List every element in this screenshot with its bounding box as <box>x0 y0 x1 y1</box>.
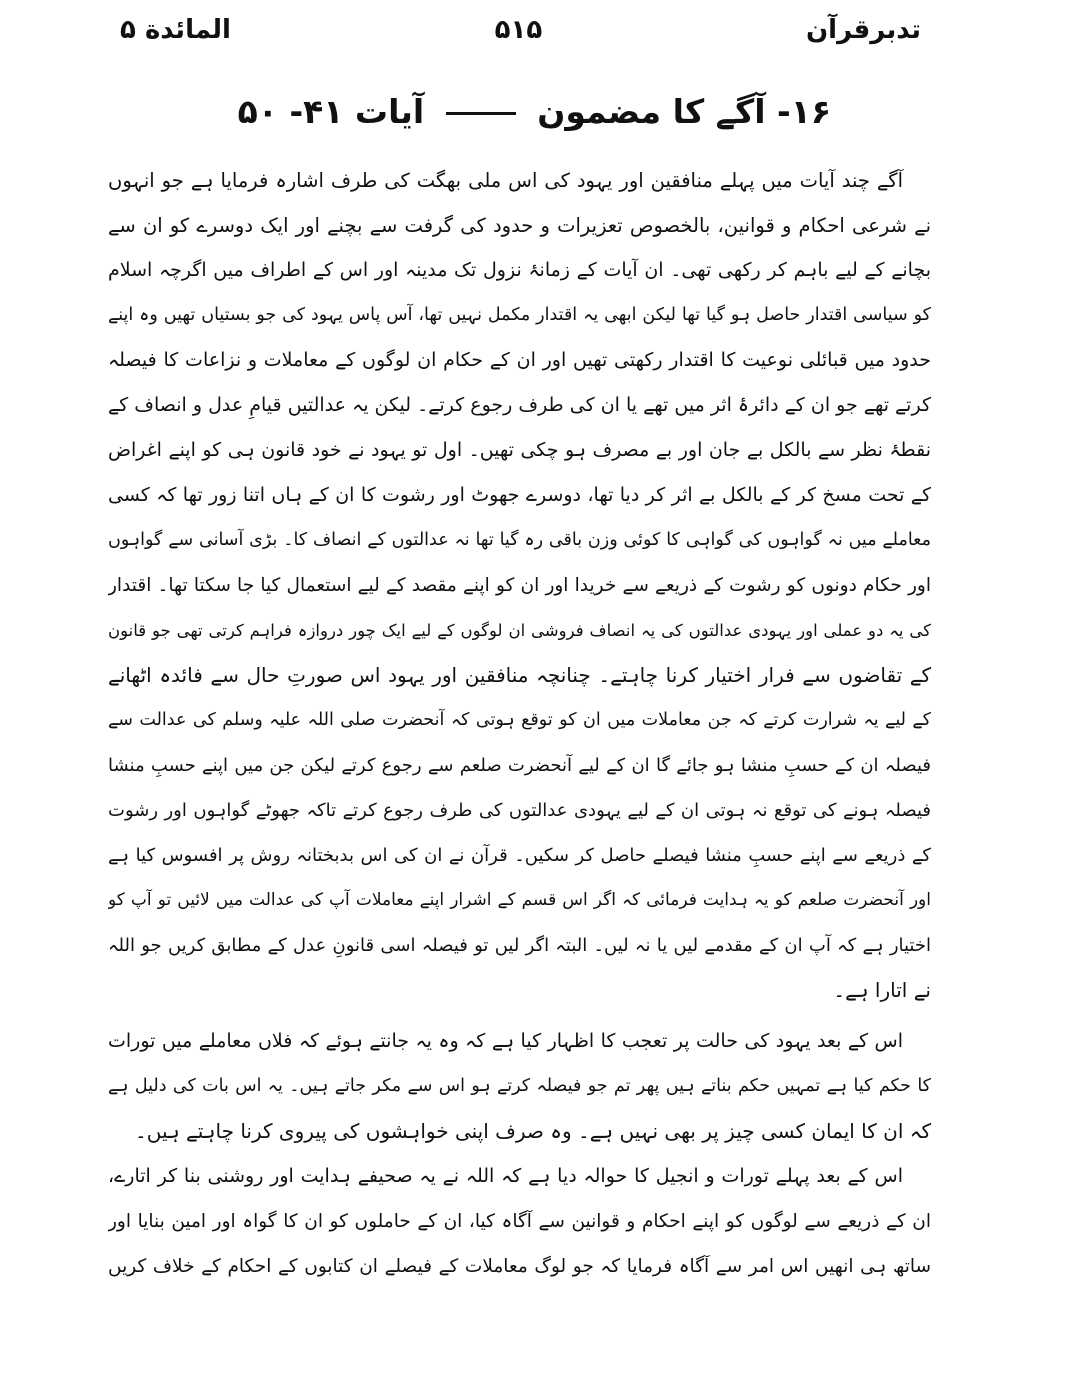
text-line: کے تحت مسخ کر کے بالکل بے اثر کر دیا تھا، دوسرے جھوٹ اور رشوت کا ان کے ہاں اتنا زور تھا کہ کسی <box>108 484 931 506</box>
paragraph <box>108 1019 931 1154</box>
text-line: کا حکم کیا ہے تمہیں حکم بناتے ہیں پھر تم جو فیصلہ کرتے ہو اس سے مکر جاتے ہیں۔ یہ اس بات کی دلیل ہے <box>108 1076 931 1096</box>
text-line: کو سیاسی اقتدار حاصل ہو گیا تھا لیکن ابھی یہ اقتدار مکمل نہیں تھا، آس پاس یہود کی جو بستیاں تھیں وہ اپنے <box>108 305 931 325</box>
surah-name: المائدة ۵ <box>120 15 231 45</box>
paragraph <box>108 158 931 1013</box>
text-line: نے شرعی احکام و قوانین، بالخصوص تعزیرات و حدود کی گرفت سے بچنے اور ایک دوسرے کو ان سے <box>108 214 931 237</box>
text-line: آگے چند آیات میں پہلے منافقین اور یہود کی اس ملی بھگت کی طرف اشارہ فرمایا ہے جو انہوں <box>108 169 903 192</box>
page-number: ۵۱۵ <box>494 15 543 45</box>
text-line: معاملے میں نہ گواہوں کی گواہی کا کوئی وزن باقی رہ گیا تھا نہ عدالتوں کے انصاف کا۔ بڑی آسانی سے گواہوں <box>108 530 931 550</box>
text-line: بچانے کے لیے باہم کر رکھی تھی۔ ان آیات کے زمانۂ نزول تک مدینہ اور اس کے اطراف میں اگرچہ اسلام <box>108 259 931 281</box>
section-heading <box>237 92 831 131</box>
paragraph <box>108 1154 931 1289</box>
text-line: کے تقاضوں سے فرار اختیار کرنا چاہتے۔ چنانچہ منافقین اور یہود اس صورتِ حال سے فائدہ اٹھانے <box>108 663 931 687</box>
book-title: تدبرقرآن <box>805 15 921 45</box>
text-line: اس کے بعد پہلے تورات و انجیل کا حوالہ دیا ہے کہ اللہ نے یہ صحیفے ہدایت اور روشنی بنا کر اتارے، <box>108 1165 903 1187</box>
text-line: کے لیے یہ شرارت کرتے کہ جن معاملات میں ان کو توقع ہوتی کہ آنحضرت صلی اللہ علیہ وسلم کی عدالت سے <box>108 710 931 730</box>
section-verses: آیات ۴۱- ۵۰ <box>237 92 425 131</box>
text-line: اختیار ہے کہ آپ ان کے مقدمے لیں یا نہ لیں۔ البتہ اگر لیں تو فیصلہ اسی قانونِ عدل کے مطابق کریں جو اللہ <box>108 935 931 956</box>
text-line: کرتے تھے جو ان کے دائرۂ اثر میں تھے یا ان کی طرف رجوع کرتے۔ لیکن یہ عدالتیں قیامِ عدل و انصاف کے <box>108 394 931 416</box>
text-line: فیصلہ ان کے حسبِ منشا ہو جائے گا ان کے لیے آنحضرت صلعم سے رجوع کرتے لیکن جن میں اپنے حسبِ منشا <box>108 755 931 776</box>
text-line: کی یہ دو عملی اور یہودی عدالتوں کی یہ انصاف فروشی ان لوگوں کے لیے ایک چور دروازہ فراہم کرتی تھی جو قانون <box>108 621 931 640</box>
text-line: فیصلہ ہونے کی توقع نہ ہوتی ان کے لیے یہودی عدالتوں کی طرف رجوع کرتے تاکہ جھوٹے گواہوں اور رشوت <box>108 800 931 821</box>
text-line: اس کے بعد یہود کی حالت پر تعجب کا اظہار کیا ہے کہ وہ یہ جانتے ہوئے کہ فلاں معاملے میں تورات <box>108 1030 903 1052</box>
text-line: حدود میں قبائلی نوعیت کا اقتدار رکھتی تھیں اور ان کے حکام ان لوگوں کے معاملات و نزاعات کا فیصلہ <box>108 349 931 371</box>
text-line: ساتھ ہی انھیں اس امر سے آگاہ فرمایا کہ جو لوگ معاملات کے فیصلے ان کتابوں کے احکام کے خلاف کریں <box>108 1256 931 1277</box>
text-line: نے اتارا ہے۔ <box>833 978 931 1002</box>
section-heading-text: ۱۶- آگے کا مضمون <box>537 92 831 131</box>
text-line: نقطۂ نظر سے بالکل بے جان اور بے مصرف ہو چکی تھیں۔ اول تو یہود نے خود قانون ہی کو اپنے اغراض <box>108 439 931 461</box>
text-line: اور حکام دونوں کو رشوت کے ذریعے سے خریدا اور ان کو اپنے مقصد کے لیے استعمال کیا جا سکتا تھا۔ اقتدار <box>108 575 931 596</box>
text-line: کہ ان کا ایمان کسی چیز پر بھی نہیں ہے۔ وہ صرف اپنی خواہشوں کی پیروی کرنا چاہتے ہیں۔ <box>135 1119 931 1143</box>
text-line: ان کے ذریعے سے لوگوں کو اپنے احکام و قوانین سے آگاہ کیا، ان کے حاملوں کو ان کا گواہ اور امین بنایا اور <box>108 1211 931 1232</box>
text-line: کے ذریعے سے اپنے حسبِ منشا فیصلے حاصل کر سکیں۔ قرآن نے ان کی اس بدبختانہ روش پر افسوس کیا ہے <box>108 845 931 866</box>
running-header <box>120 8 921 52</box>
heading-dash <box>446 112 516 115</box>
body-text <box>108 158 931 1289</box>
text-line: اور آنحضرت صلعم کو یہ ہدایت فرمائی کہ اگر اس قسم کے اشرار اپنے معاملات آپ کی عدالت میں لائیں تو آپ کو <box>108 890 931 910</box>
